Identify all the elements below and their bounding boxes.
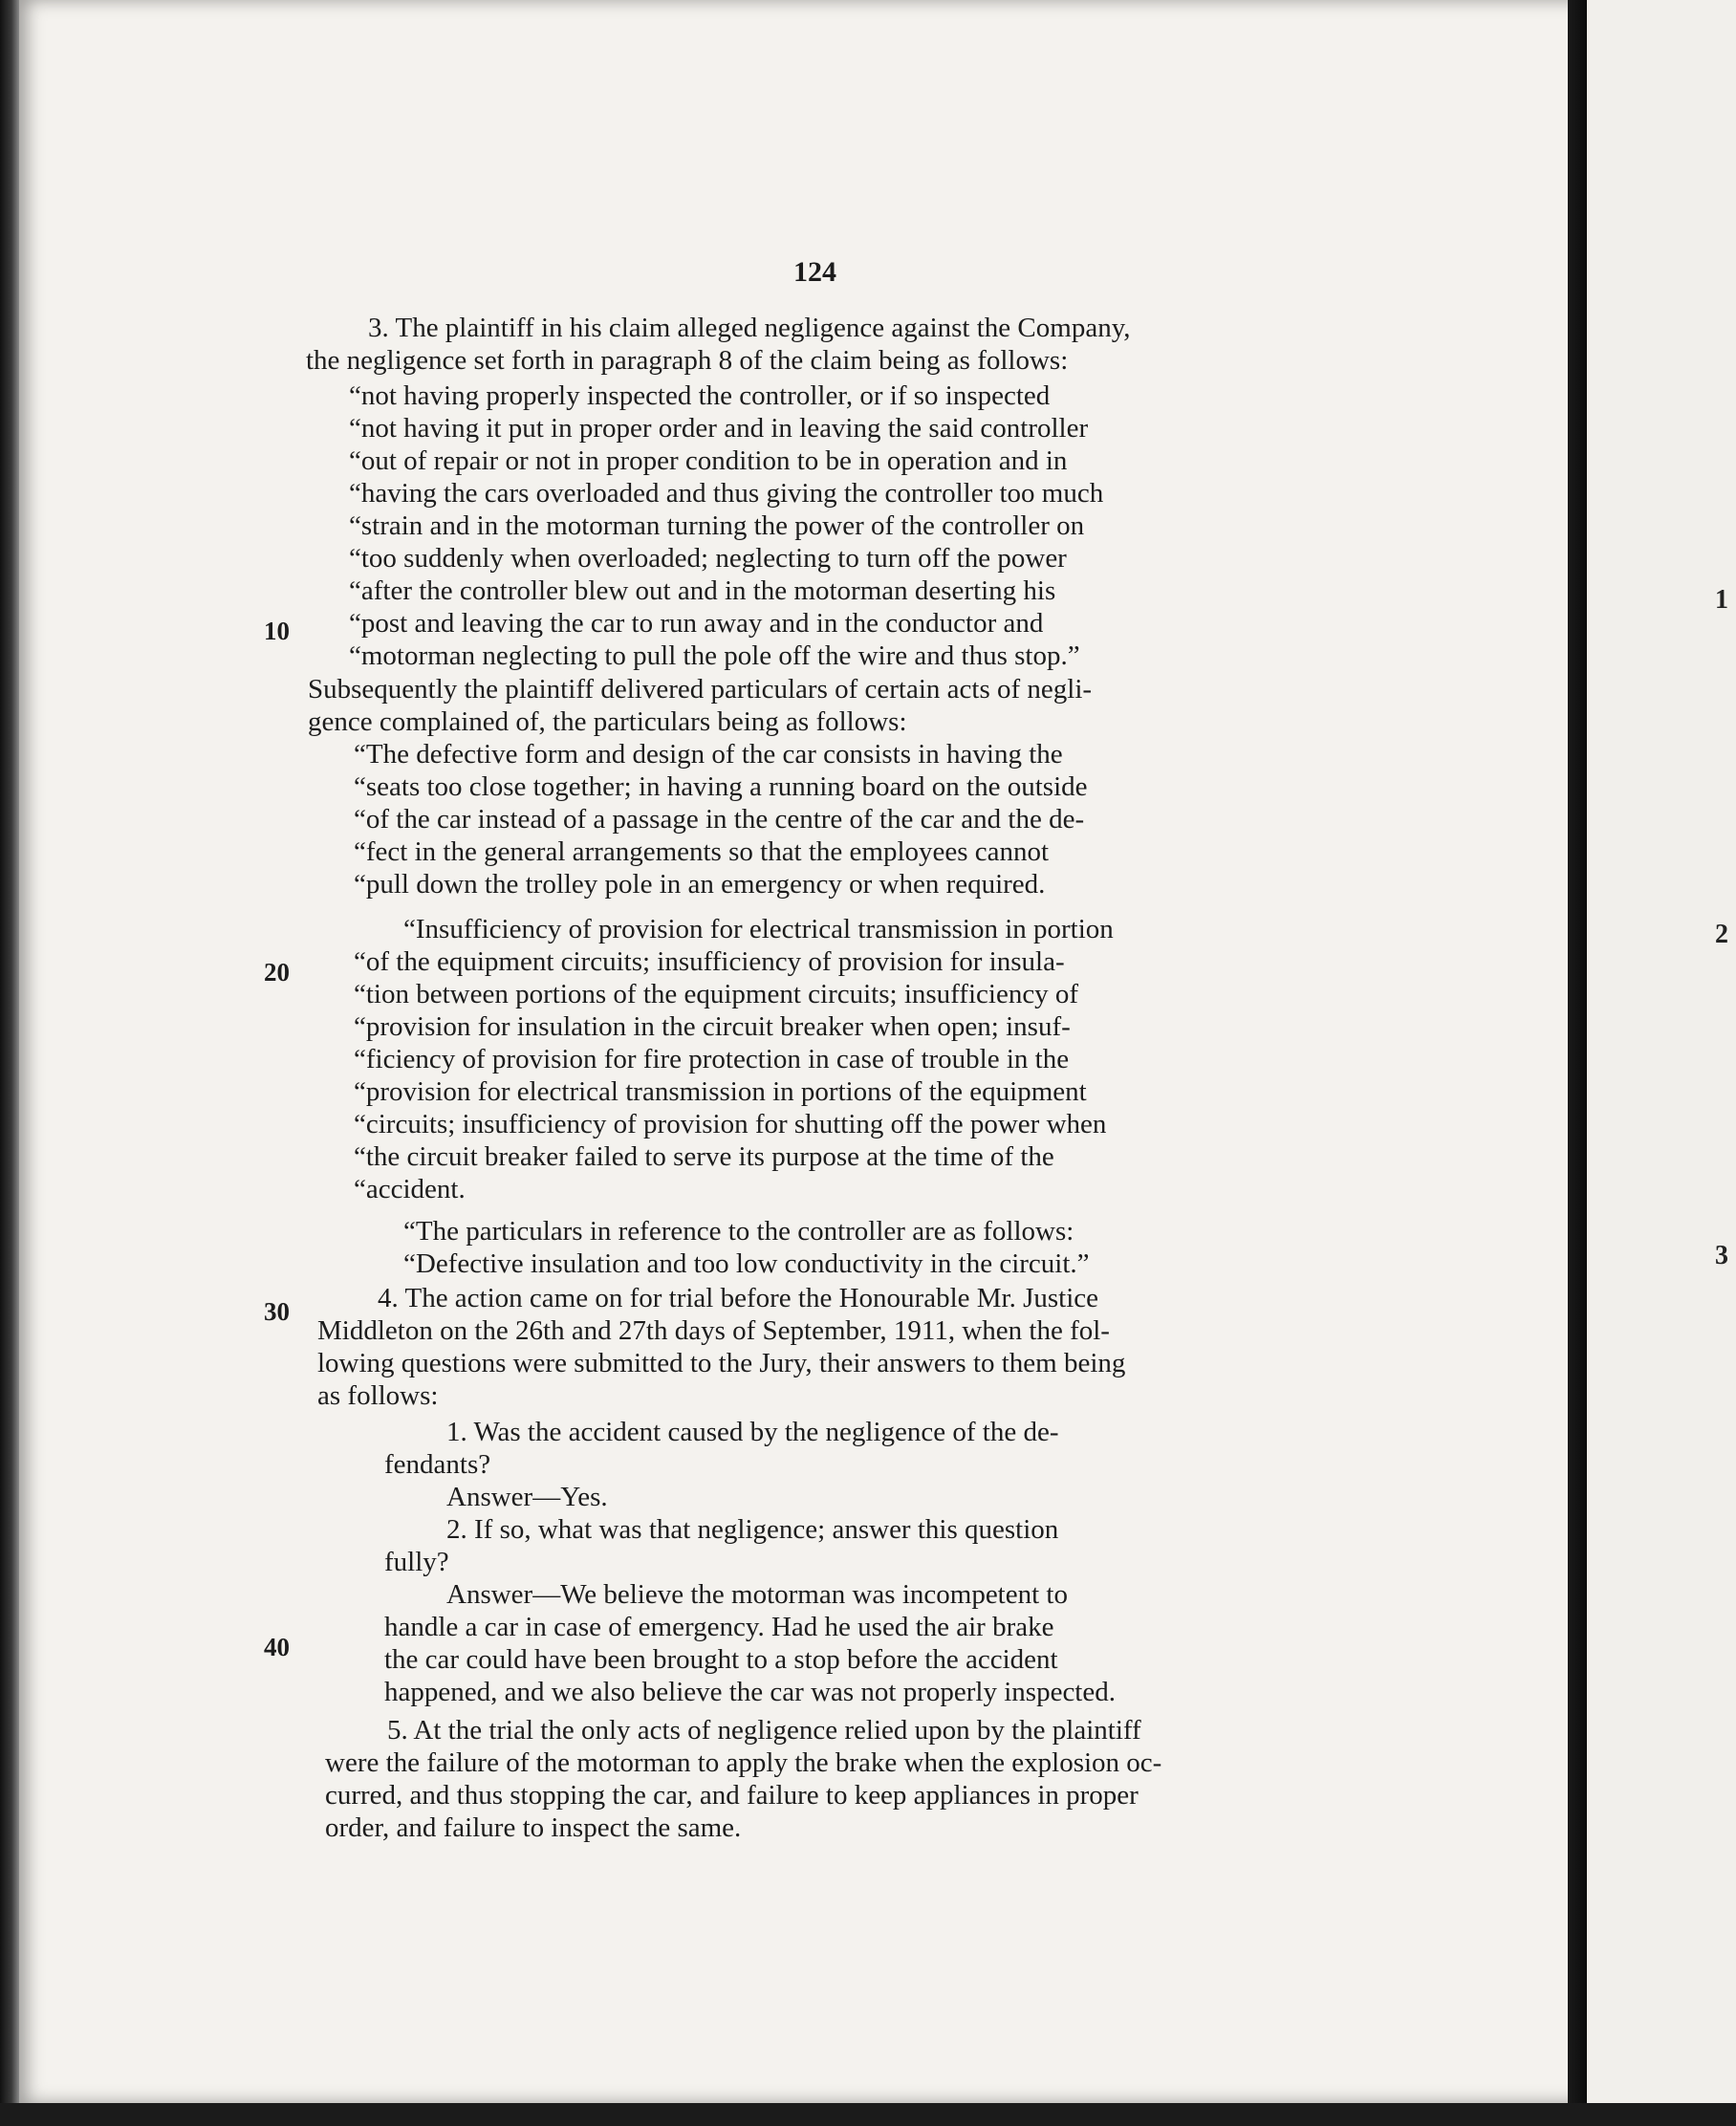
margin-line-number: 40	[264, 1633, 290, 1661]
paragraph-5	[325, 1714, 1161, 1844]
particulars-insufficiency	[354, 913, 1114, 1205]
text-line: “The particulars in reference to the controller are as follows:	[403, 1216, 1074, 1247]
text-line: lowing questions were submitted to the Jury, their answers to them being	[317, 1348, 1126, 1378]
text-line: order, and failure to inspect the same.	[325, 1812, 742, 1843]
particulars-design	[354, 738, 1088, 900]
text-line: curred, and thus stopping the car, and failure to keep appliances in proper	[325, 1780, 1139, 1811]
answer-line: Answer—We believe the motorman was incompetent to	[446, 1579, 1068, 1610]
text-line: gence complained of, the particulars being as follows:	[308, 706, 907, 737]
question-line: fendants?	[384, 1449, 491, 1480]
answer-line: happened, and we also believe the car was not properly inspected.	[384, 1677, 1116, 1707]
text-line: “too suddenly when overloaded; neglecting to turn off the power	[349, 543, 1067, 574]
text-line: Subsequently the plaintiff delivered particulars of certain acts of negli-	[308, 674, 1093, 705]
text-line: “the circuit breaker failed to serve its purpose at the time of the	[354, 1141, 1054, 1172]
particulars-controller	[403, 1215, 1090, 1280]
question-line: 2. If so, what was that negligence; answer this question	[446, 1514, 1059, 1545]
text-line: were the failure of the motorman to apply the brake when the explosion oc-	[325, 1747, 1162, 1778]
text-line: “tion between portions of the equipment circuits; insufficiency of	[354, 979, 1079, 1009]
text-line: 4. The action came on for trial before the Honourable Mr. Justice	[378, 1283, 1099, 1313]
text-line: “pull down the trolley pole in an emergency or when required.	[354, 869, 1046, 900]
question-line: fully?	[384, 1547, 449, 1577]
text-line: “ficiency of provision for fire protection in case of trouble in the	[354, 1044, 1070, 1074]
answer-line: the car could have been brought to a stop before the accident	[384, 1644, 1058, 1675]
text-line: “of the equipment circuits; insufficiency of provision for insula-	[354, 946, 1065, 977]
text-line: “out of repair or not in proper condition to be in operation and in	[349, 445, 1068, 476]
text-line: “not having it put in proper order and in leaving the said controller	[349, 413, 1089, 444]
text-line: 5. At the trial the only acts of negligence relied upon by the plaintiff	[387, 1715, 1141, 1746]
text-line: “Defective insulation and too low conductivity in the circuit.”	[403, 1248, 1090, 1279]
text-line: “The defective form and design of the car consists in having the	[354, 739, 1063, 770]
margin-line-number: 20	[264, 958, 290, 987]
text-line: “seats too close together; in having a running board on the outside	[354, 771, 1088, 802]
text-line: “accident.	[354, 1174, 466, 1204]
facing-page-fragment: 2	[1715, 920, 1728, 949]
text-line: the negligence set forth in paragraph 8 of the claim being as follows:	[306, 345, 1069, 376]
text-line: “Insufficiency of provision for electrical transmission in portion	[403, 914, 1114, 944]
text-line: “not having properly inspected the controller, or if so inspected	[349, 380, 1051, 411]
facing-page-edge	[1587, 0, 1736, 2103]
text-line: “having the cars overloaded and thus giving the controller too much	[349, 478, 1104, 509]
text-line: “motorman neglecting to pull the pole off the wire and thus stop.”	[349, 640, 1080, 671]
facing-page-fragment: 3	[1715, 1241, 1728, 1270]
text-line: “circuits; insufficiency of provision for shutting off the power when	[354, 1109, 1107, 1139]
text-line: “after the controller blew out and in the motorman deserting his	[349, 575, 1056, 606]
paragraph-3	[306, 312, 1131, 377]
paragraph-4	[317, 1282, 1125, 1412]
answer-line: Answer—Yes.	[446, 1482, 608, 1512]
margin-line-number: 30	[264, 1297, 290, 1326]
text-line: as follows:	[317, 1380, 439, 1411]
text-line: “provision for electrical transmission in portions of the equipment	[354, 1076, 1087, 1107]
answer-line: handle a car in case of emergency. Had he used the air brake	[384, 1612, 1054, 1642]
text-line: “of the car instead of a passage in the centre of the car and the de-	[354, 804, 1085, 835]
margin-line-number: 10	[264, 617, 290, 645]
particulars-intro	[308, 673, 1092, 738]
text-line: “provision for insulation in the circuit breaker when open; insuf-	[354, 1011, 1071, 1042]
facing-page-fragment: 1	[1715, 585, 1728, 615]
book-gutter	[1568, 0, 1587, 2126]
text-line: “post and leaving the car to run away and in the conductor and	[349, 608, 1044, 639]
text-line: “fect in the general arrangements so that the employees cannot	[354, 836, 1050, 867]
scan-bottom-edge	[0, 2103, 1736, 2126]
text-line: “strain and in the motorman turning the power of the controller on	[349, 510, 1085, 541]
text-line: Middleton on the 26th and 27th days of September, 1911, when the fol-	[317, 1315, 1110, 1346]
jury-questions	[384, 1416, 1116, 1708]
scan-left-edge	[0, 0, 21, 2126]
question-line: 1. Was the accident caused by the negligence of the de-	[446, 1417, 1059, 1447]
claim-quotation	[349, 380, 1103, 672]
page-number: 124	[793, 256, 836, 288]
text-line: 3. The plaintiff in his claim alleged negligence against the Company,	[368, 313, 1131, 343]
